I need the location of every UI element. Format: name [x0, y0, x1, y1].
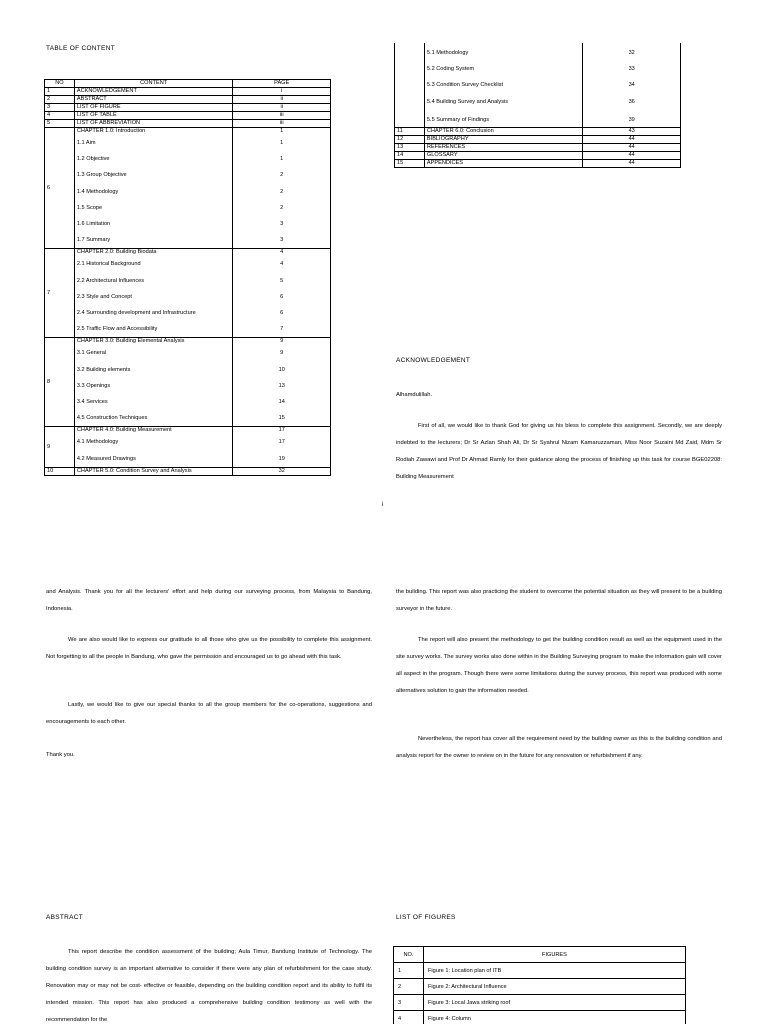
figures-row-label: Figure 2: Architectural Influence: [423, 979, 685, 995]
toc-subitem: 1.6 Limitation: [76, 221, 111, 228]
toc-header-page: PAGE: [233, 80, 331, 88]
toc-subitem: 1.7 Summary: [76, 237, 111, 244]
toc-row: [395, 135, 681, 143]
toc-page: 9: [280, 350, 284, 357]
toc-page: 6: [280, 293, 284, 300]
figures-row-no: 2: [394, 979, 424, 995]
toc-row-content: APPENDICES: [424, 159, 582, 167]
toc-chapter-no: 6: [45, 128, 75, 249]
figures-row: [394, 979, 686, 995]
figures-header-figures: FIGURES: [423, 947, 685, 963]
toc-subitem: 2.1 Historical Background: [76, 261, 141, 268]
toc-subitem: 1.1 Aim: [76, 140, 96, 146]
toc-subitem: 3.2 Building elements: [76, 366, 131, 373]
figures-row-label: Figure 4: Column: [423, 1011, 685, 1024]
toc-row-page: iii: [233, 120, 331, 128]
abstract-title: ABSTRACT: [46, 914, 84, 921]
figures-table: [393, 946, 686, 1024]
acknowledgement-paragraph-1-cont: and Analysis. Thank you for all the lecturers' effort and help during our surveying process, from Malaysia to Bandung, Indonesia.: [46, 589, 372, 612]
toc-subitem: 2.3 Style and Concept: [76, 293, 132, 300]
toc-row-page: 32: [233, 467, 331, 475]
toc-subitem: 3.3 Openings: [76, 382, 111, 389]
toc-page: 15: [278, 415, 285, 422]
toc-row-content: CHAPTER 6.0: Conclusion: [424, 127, 582, 135]
toc-row-content: GLOSSARY: [424, 151, 582, 159]
toc-page: 5: [280, 277, 284, 284]
toc-subitem: 5.3 Condition Survey Checklist: [426, 82, 504, 89]
toc-subitem: 5.2 Coding System: [426, 66, 475, 73]
toc-page: 36: [628, 98, 635, 105]
toc-header-no: NO: [45, 80, 75, 88]
toc-subitem: 2.2 Architectural Influences: [76, 277, 145, 284]
acknowledgement-paragraph-3: Lastly, we would like to give our special thanks to all the group members for the co-operations, suggestions and encouragements to each other.: [46, 702, 372, 725]
toc-row-no: 15: [395, 159, 425, 167]
toc-row: [45, 96, 331, 104]
toc-chapter-heading: CHAPTER 4.0: Building Measurement: [76, 427, 172, 434]
toc-row-page: i: [233, 88, 331, 96]
toc-page: 13: [278, 382, 285, 389]
toc-row-no: 13: [395, 143, 425, 151]
toc-row-page: ii: [233, 96, 331, 104]
toc-row-page: iii: [233, 112, 331, 120]
toc-chapter-pages: [233, 338, 331, 427]
toc-page: 3: [280, 221, 284, 228]
toc-page: 32: [628, 50, 635, 56]
toc-row-no: 4: [45, 112, 75, 120]
toc-chapter-heading: CHAPTER 3.0: Building Elemental Analysis: [76, 338, 185, 345]
toc-page: 39: [628, 116, 635, 123]
figures-row-no: 1: [394, 963, 424, 979]
toc-row-page: 44: [583, 159, 681, 167]
toc-page: 34: [628, 82, 635, 89]
toc-chapter-pages: [233, 128, 331, 249]
toc-chapter-no: 9: [45, 427, 75, 467]
toc-table: [44, 79, 331, 476]
figures-row: [394, 995, 686, 1011]
figures-header-no: NO.: [394, 947, 424, 963]
abstract-cont-paragraph-2: The report will also present the methodology to get the building condition result as well as the equipment used in the site survey works. The survey works also done within in the Building Surveying program to make the information gain will cover all aspect in the program. Though there were some limitations during the survey process, this report was produced with some alternatives solution to gain the information needed.: [396, 637, 722, 694]
acknowledgement-greeting: Alhamdulillah.: [396, 392, 433, 398]
toc-title: TABLE OF CONTENT: [46, 45, 115, 52]
toc-continued-block: [395, 43, 681, 127]
figures-row-no: 4: [394, 1011, 424, 1024]
toc-row-page: 44: [583, 135, 681, 143]
acknowledgement-paragraph-1: First of all, we would like to thank God for giving us his bless to complete this assignment. Secondly, we are deeply indebted to the lecturers; Dr Sr Azlan Shah Ali, Dr Sr Syahrul Nizam Kamaruzzaman, Miss Noor Suzaini Md Zaid, Mdm Sr Rodiah Zawawi and Prof Dr Ahmad Ramly for their guidance along the process of finishing up this task for course BGE02208: Building Measurement: [396, 423, 722, 480]
toc-chapter-contents: [74, 338, 233, 427]
toc-subitem: 3.4 Services: [76, 399, 108, 406]
toc-page: 2: [280, 188, 284, 195]
toc-page: 1: [280, 156, 284, 163]
acknowledgement-title: ACKNOWLEDGEMENT: [396, 357, 471, 364]
toc-row: [395, 151, 681, 159]
toc-row-content: ABSTRACT: [74, 96, 233, 104]
toc-header-content: CONTENT: [74, 80, 233, 88]
abstract-cont-paragraph-1: the building. This report was also practicing the student to overcome the potential situation as they will present to be a building surveyor in the future.: [396, 589, 722, 612]
toc-subitem: 5.4 Building Survey and Analysis: [426, 98, 509, 105]
toc-row: [45, 104, 331, 112]
toc-chapter-row: [45, 249, 331, 338]
toc-subitem: 4.1 Methodology: [76, 439, 119, 446]
toc-continued-table: [394, 43, 681, 168]
toc-page: 2: [280, 172, 284, 179]
toc-page: 1: [280, 140, 284, 146]
toc-subitem: 1.4 Methodology: [76, 188, 119, 195]
toc-page: 19: [278, 455, 285, 462]
toc-row-no: 10: [45, 467, 75, 475]
toc-row-content: BIBLIOGRAPHY: [424, 135, 582, 143]
toc-row: [45, 88, 331, 96]
toc-row-content: LIST OF FIGURE: [74, 104, 233, 112]
toc-row-no: 2: [45, 96, 75, 104]
toc-row-content: LIST OF TABLE: [74, 112, 233, 120]
toc-page: 7: [280, 326, 284, 333]
toc-chapter-heading: CHAPTER 2.0: Building Biodata: [76, 249, 157, 256]
toc-row: [395, 127, 681, 135]
toc-page: 10: [278, 366, 285, 373]
toc-page: 4: [280, 249, 284, 256]
toc-row-page: 44: [583, 151, 681, 159]
toc-chapter-row: [45, 128, 331, 249]
toc-chapter-row: [45, 338, 331, 427]
toc-page: 3: [280, 237, 284, 244]
page-number: i: [382, 502, 384, 508]
toc-chapter-no: 8: [45, 338, 75, 427]
toc-row: [45, 120, 331, 128]
toc-page: 17: [278, 439, 285, 446]
toc-subitem: 5.5 Summary of Findings: [426, 116, 490, 123]
toc-chapter-heading: CHAPTER 1.0: Introduction: [76, 128, 146, 134]
toc-row-no: 14: [395, 151, 425, 159]
toc-chapter-row: [45, 427, 331, 467]
toc-row-no: 11: [395, 127, 425, 135]
toc-row-content: ACKNOWLEDGEMENT: [74, 88, 233, 96]
toc-row-content: REFERENCES: [424, 143, 582, 151]
toc-subitem: 1.3 Group Objective: [76, 172, 127, 179]
toc-subitem: 1.2 Objective: [76, 156, 110, 163]
acknowledgement-closing: Thank you.: [46, 752, 75, 758]
acknowledgement-paragraph-2: We are also would like to express our gratitude to all those who give us the possibility to complete this assignment. Not forgetting to all the people in Bandung, who gave the permission and encouraged us to go ahead with this task.: [46, 637, 372, 660]
toc-page: 33: [628, 66, 635, 73]
toc-row-no: 5: [45, 120, 75, 128]
toc-row-page: ii: [233, 104, 331, 112]
toc-row-page: 44: [583, 143, 681, 151]
abstract-cont-paragraph-3: Nevertheless, the report has cover all the requirement need by the building owner as this is the building condition and analysis report for the owner to review on in the future for any renovation or refurbishment if any.: [396, 736, 722, 759]
toc-row: [45, 467, 331, 475]
toc-subitem: 5.1 Methodology: [426, 50, 469, 56]
toc-row-no: 3: [45, 104, 75, 112]
toc-row-content: CHAPTER 5.0: Condition Survey and Analysis: [74, 467, 233, 475]
figures-row: [394, 1011, 686, 1024]
figures-title: LIST OF FIGURES: [396, 914, 456, 921]
figures-row-label: Figure 3: Local Jawa striking roof: [423, 995, 685, 1011]
toc-row: [395, 159, 681, 167]
toc-chapter-pages: [233, 249, 331, 338]
toc-row: [45, 112, 331, 120]
toc-row: [395, 143, 681, 151]
toc-subitem: 4.2 Measured Drawings: [76, 455, 136, 462]
toc-page: 9: [280, 338, 284, 345]
toc-chapter-no: 7: [45, 249, 75, 338]
toc-page: 6: [280, 310, 284, 317]
toc-page: 4: [280, 261, 284, 268]
toc-page: 2: [280, 204, 284, 211]
toc-row-content: LIST OF ABBREVIATION: [74, 120, 233, 128]
toc-page: 1: [280, 128, 284, 134]
toc-subitem: 3.1 General: [76, 350, 107, 357]
toc-row-page: 43: [583, 127, 681, 135]
toc-row-no: 12: [395, 135, 425, 143]
toc-subitem: 4.5 Construction Techniques: [76, 415, 148, 422]
toc-chapter-contents: [74, 249, 233, 338]
toc-chapter-contents: [74, 128, 233, 249]
toc-chapter-pages: [583, 43, 681, 127]
toc-chapter-pages: [233, 427, 331, 467]
toc-subitem: 1.5 Scope: [76, 204, 103, 211]
toc-chapter-contents: [74, 427, 233, 467]
toc-subitem: 2.4 Surrounding development and Infrastructure: [76, 310, 196, 317]
toc-subitem: 2.5 Traffic Flow and Accessibility: [76, 326, 158, 333]
abstract-paragraph-1: This report describe the condition assessment of the building; Aula Timur, Bandung Institute of Technology. The building condition survey is an important alternative to consider if there were any plan of refurbishment for the case study. Renovation may or may not be cost- effective or feasible, depending on the building condition report and its ability to fulfil its intended mission. This report has also produced a comprehensive building condition testimony as well with the recommendation for the: [46, 949, 372, 1023]
toc-chapter-contents: [424, 43, 582, 127]
toc-page: 14: [278, 399, 285, 406]
toc-row-no: 1: [45, 88, 75, 96]
figures-row-label: Figure 1: Location plan of ITB: [423, 963, 685, 979]
toc-page: 17: [278, 427, 285, 434]
figures-row: [394, 963, 686, 979]
figures-row-no: 3: [394, 995, 424, 1011]
